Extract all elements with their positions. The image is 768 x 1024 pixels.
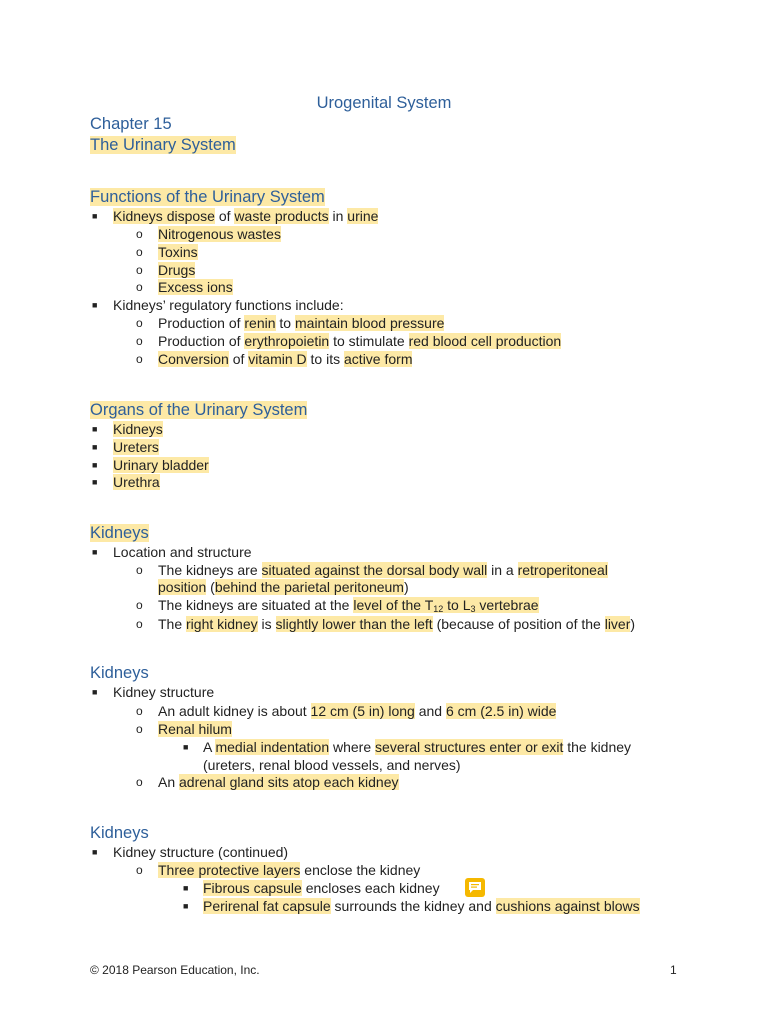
list-item: Toxins bbox=[158, 244, 198, 260]
section-heading-kidneys: Kidneys bbox=[90, 524, 149, 542]
list-item: Drugs bbox=[158, 262, 196, 278]
list-item: Renal hilum bbox=[158, 721, 232, 737]
circle-bullet-icon: o bbox=[136, 775, 143, 789]
circle-bullet-icon: o bbox=[136, 598, 143, 612]
chapter-number: Chapter 15 bbox=[90, 115, 172, 133]
square-bullet-icon: ■ bbox=[92, 300, 98, 310]
circle-bullet-icon: o bbox=[136, 227, 143, 241]
circle-bullet-icon: o bbox=[136, 722, 143, 736]
list-item: Urethra bbox=[113, 474, 160, 490]
list-item: The right kidney is slightly lower than the left (because of position of the liver) bbox=[158, 616, 636, 632]
section-heading-organs: Organs of the Urinary System bbox=[90, 401, 308, 419]
list-item: The kidneys are situated at the level of the $T_{12}$ to $L_3$ vertebrae bbox=[158, 597, 539, 614]
list-item: Perirenal fat capsule surrounds the kidney and cushions against blows bbox=[203, 898, 640, 914]
square-bullet-icon: ■ bbox=[92, 424, 98, 434]
list-item: An adult kidney is about 12 cm (5 in) long and 6 cm (2.5 in) wide bbox=[158, 703, 557, 719]
square-bullet-icon: ■ bbox=[183, 883, 189, 893]
circle-bullet-icon: o bbox=[136, 563, 143, 577]
list-item: Production of erythropoietin to stimulate red blood cell production bbox=[158, 333, 562, 349]
list-item: A medial indentation where several structures enter or exit the kidney bbox=[203, 739, 632, 755]
circle-bullet-icon: o bbox=[136, 316, 143, 330]
list-item: Kidney structure bbox=[113, 684, 215, 700]
list-item: Three protective layers enclose the kidney bbox=[158, 862, 421, 878]
circle-bullet-icon: o bbox=[136, 245, 143, 259]
section-heading-kidneys: Kidneys bbox=[90, 824, 149, 842]
circle-bullet-icon: o bbox=[136, 263, 143, 277]
list-item-continuation: position (behind the parietal peritoneum) bbox=[158, 579, 409, 595]
chapter-title: The Urinary System bbox=[90, 136, 236, 154]
list-item: Conversion of vitamin D to its active form bbox=[158, 351, 413, 367]
list-item: Kidneys dispose of waste products in urine bbox=[113, 208, 379, 224]
square-bullet-icon: ■ bbox=[92, 687, 98, 697]
circle-bullet-icon: o bbox=[136, 334, 143, 348]
circle-bullet-icon: o bbox=[136, 863, 143, 877]
list-item: Fibrous capsule encloses each kidney bbox=[203, 880, 440, 896]
square-bullet-icon: ■ bbox=[92, 211, 98, 221]
list-item: The kidneys are situated against the dorsal body wall in a retroperitoneal bbox=[158, 562, 608, 578]
square-bullet-icon: ■ bbox=[92, 442, 98, 452]
footer-copyright: © 2018 Pearson Education, Inc. bbox=[90, 963, 260, 977]
comment-icon[interactable] bbox=[465, 878, 485, 897]
square-bullet-icon: ■ bbox=[183, 742, 189, 752]
square-bullet-icon: ■ bbox=[92, 847, 98, 857]
section-heading-kidneys: Kidneys bbox=[90, 664, 149, 682]
list-item: Kidneys bbox=[113, 421, 163, 437]
list-item: Nitrogenous wastes bbox=[158, 226, 281, 242]
list-item: Ureters bbox=[113, 439, 159, 455]
list-item: Kidney structure (continued) bbox=[113, 844, 289, 860]
square-bullet-icon: ■ bbox=[92, 547, 98, 557]
list-item: Excess ions bbox=[158, 279, 233, 295]
list-item: Urinary bladder bbox=[113, 457, 209, 473]
list-item-continuation: (ureters, renal blood vessels, and nerves) bbox=[203, 757, 461, 773]
list-item: Location and structure bbox=[113, 544, 252, 560]
square-bullet-icon: ■ bbox=[92, 460, 98, 470]
circle-bullet-icon: o bbox=[136, 704, 143, 718]
circle-bullet-icon: o bbox=[136, 352, 143, 366]
list-item: An adrenal gland sits atop each kidney bbox=[158, 774, 399, 790]
page-number: 1 bbox=[670, 963, 677, 977]
circle-bullet-icon: o bbox=[136, 280, 143, 294]
section-heading-functions: Functions of the Urinary System bbox=[90, 188, 325, 206]
square-bullet-icon: ■ bbox=[92, 477, 98, 487]
list-item: Kidneys’ regulatory functions include: bbox=[113, 297, 344, 313]
document-title: Urogenital System bbox=[316, 94, 452, 112]
circle-bullet-icon: o bbox=[136, 617, 143, 631]
list-item: Production of renin to maintain blood pressure bbox=[158, 315, 445, 331]
square-bullet-icon: ■ bbox=[183, 901, 189, 911]
